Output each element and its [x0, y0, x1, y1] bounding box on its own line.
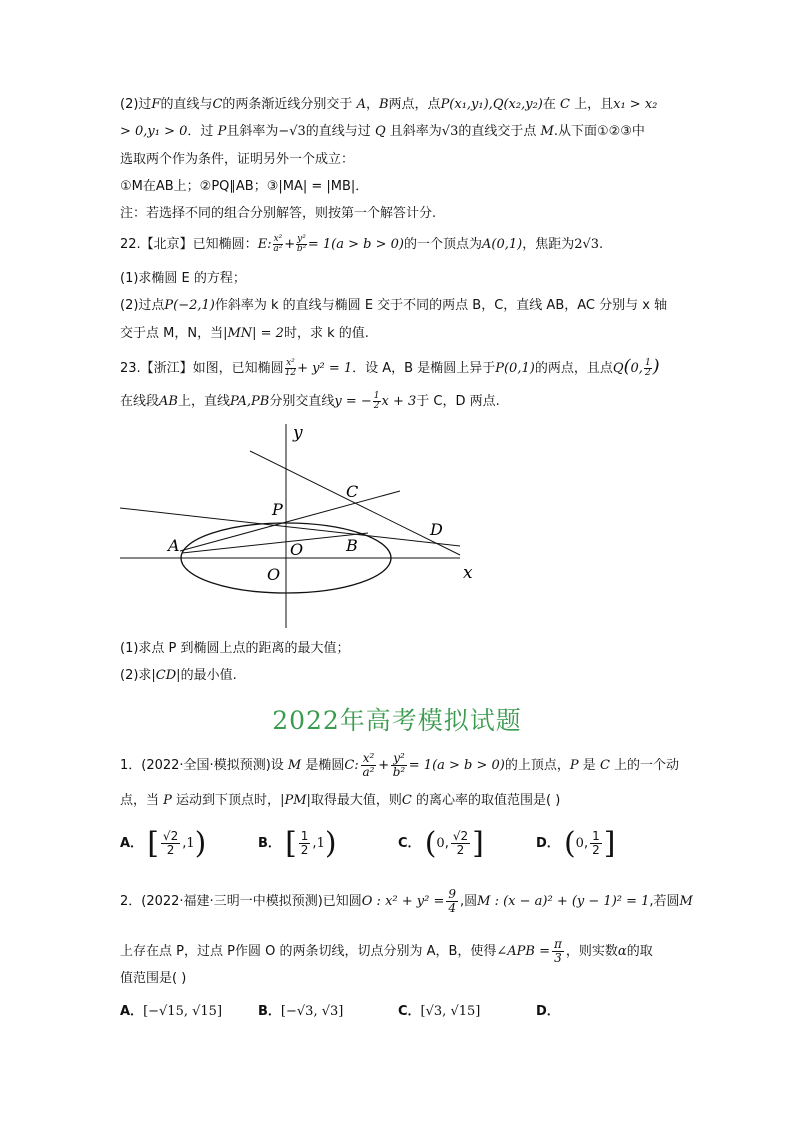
math-cond: |MN| = 2	[223, 326, 284, 341]
math-AB: AB	[159, 394, 178, 409]
math-focal: 2√3	[574, 237, 600, 252]
math-circle-O: O : x² + y² =	[361, 894, 445, 909]
num: 1	[592, 829, 600, 843]
p2-line3: 值范围是( )	[120, 971, 187, 986]
text: ,若圆	[649, 894, 680, 909]
geometry-figure	[110, 418, 490, 633]
option-label: C．	[398, 836, 421, 851]
math-points: P(x₁,y₁),Q(x₂,y₂)	[440, 97, 543, 112]
value: 0	[575, 836, 584, 851]
text: 上，且	[574, 97, 614, 112]
math-circle-M: M : (x − a)² + (y − 1)² = 1	[477, 894, 650, 909]
num: √2	[452, 829, 469, 843]
p2-option-a[interactable]	[120, 1000, 222, 1019]
option-label: B．	[258, 1004, 281, 1019]
math-C: C:	[344, 758, 359, 773]
text: 的一个顶点为	[403, 237, 482, 252]
text: ，焦距为	[522, 237, 575, 252]
math-C: C	[560, 97, 570, 112]
p2-option-b[interactable]	[258, 1000, 343, 1019]
text: 的两点，且点	[534, 361, 613, 376]
math-point: P(0,1)	[495, 361, 535, 376]
math-F: F	[151, 97, 161, 112]
p1-option-a[interactable]: A． [ $\frac{√2}{2}$ ,1)	[120, 826, 207, 861]
section-title: 2022年高考模拟试题	[272, 706, 522, 735]
math-eq: x + 3	[381, 394, 417, 409]
p2-option-c[interactable]	[398, 1000, 480, 1019]
text: 上的一个动	[614, 758, 680, 773]
q22-part1: (1)求椭圆 E 的方程；	[120, 271, 246, 286]
value: 1	[316, 836, 325, 851]
text: 是椭圆	[305, 758, 345, 773]
q23-part2	[120, 667, 237, 685]
text: 的直线交于点	[458, 124, 537, 139]
math-M: M	[540, 124, 554, 139]
math-C: C	[212, 97, 223, 112]
q21-line3: 选取两个作为条件，证明另外一个成立：	[120, 152, 355, 167]
text: 2．(2022·福建·三明一中模拟预测)已知圆	[120, 894, 362, 909]
label-D: D	[430, 520, 443, 539]
math-PM: |PM|	[280, 793, 311, 808]
option-value: [−√15, √15]	[143, 1004, 223, 1019]
text: 的上顶点，	[504, 758, 570, 773]
text: 在线段	[120, 394, 160, 409]
math-M: M	[287, 758, 302, 773]
text: ，	[365, 97, 379, 112]
math-eq: y = −	[334, 394, 372, 409]
math-P: P	[569, 758, 579, 773]
num: 1	[300, 829, 309, 843]
text: 时，求 k 的值.	[283, 326, 369, 341]
p1-line2: 点，当 P 运动到下顶点时，|PM|取得最大值，则C 的离心率的取值范围是( )	[120, 793, 561, 808]
math-slope: √3	[441, 124, 459, 139]
den: 2	[300, 843, 309, 857]
math-eq: + y² = 1	[297, 361, 353, 376]
option-label: D．	[536, 836, 560, 851]
p1-option-d[interactable]: D． (0, $\frac{1}{2}$ ]	[536, 826, 616, 861]
q23-line2: 在线段AB上，直线PA,PB分别交直线y = − $\frac{1}{2}$ x + 3于 C，D 两点.	[120, 391, 500, 411]
text: 交于点 M，N，当	[120, 326, 224, 341]
math-ineq: x₁ > x₂	[613, 97, 658, 112]
text: ，则实数	[565, 944, 618, 959]
math-a: α	[617, 944, 627, 959]
den: 4	[448, 901, 456, 915]
label-P: P	[272, 500, 283, 519]
text: 22.【北京】已知椭圆：	[120, 237, 258, 252]
text: 于 C，D 两点.	[416, 394, 500, 409]
value: 0	[436, 836, 445, 851]
p1-option-b[interactable]: B． [ $\frac{1}{2}$ ,1)	[258, 826, 337, 861]
option-label: A．	[120, 836, 144, 851]
math-ineq: > 0,y₁ > 0	[120, 124, 188, 139]
text: 是	[582, 758, 596, 773]
value: 1	[186, 836, 195, 851]
text: .	[599, 237, 604, 252]
p2-line1	[120, 888, 693, 915]
q21-line1	[120, 96, 657, 114]
q23-line1: 23.【浙江】如图，已知椭圆 $\frac{\text{x²}}{12}$ + y² = 1．设 A，B 是椭圆上异于P(0,1)的两点，且点Q(0, $\frac{1}{2}$ )	[120, 356, 660, 378]
num: π	[554, 937, 562, 951]
den: 2	[456, 843, 465, 857]
text: ,圆	[460, 894, 478, 909]
math-lines: PA,PB	[229, 394, 270, 409]
text: 上存在点 P，过点 P作圆 O 的两条切线，切点分别为 A，B，使得	[120, 944, 497, 959]
math-B: B	[378, 97, 389, 112]
text: 1．(2022·全国·模拟预测)设	[120, 758, 284, 773]
option-value: [−√3, √3]	[280, 1004, 344, 1019]
p1-line1: 1．(2022·全国·模拟预测)设 M 是椭圆C: $\frac{\text{x²}}{\text{a²}}$ + $\frac{\text{y²}}{\text{b²}}$ = 1(a > b > 0)的上顶点，P 是 C 上的一个动	[120, 751, 680, 779]
label-B: B	[346, 536, 358, 555]
option-label: B．	[258, 836, 281, 851]
q21-line2: > 0,y₁ > 0．过 P且斜率为−√3的直线与过 Q 且斜率为√3的直线交于点 M.从下面①②③中	[120, 124, 645, 139]
q22-line1: 22.【北京】已知椭圆：E: $\frac{\text{x²}}{\text{a²}}$ + $\frac{\text{y²}}{\text{b²}}$ = 1(a > b > 0)的一个顶点为A(0,1)，焦距为2√3.	[120, 234, 604, 254]
q23-part1: (1)求点 P 到椭圆上点的距离的最大值；	[120, 641, 350, 656]
den: 3	[554, 951, 562, 965]
label-x: x	[463, 563, 473, 583]
num: 9	[448, 887, 456, 901]
q21-note: 注：若选择不同的组合分别解答，则按第一个解答计分.	[120, 206, 437, 221]
text: 23.【浙江】如图，已知椭圆	[120, 361, 284, 376]
option-label: D．	[536, 1004, 560, 1019]
label-A: A	[168, 536, 180, 555]
text: 两点，点	[388, 97, 441, 112]
den: 2	[166, 843, 175, 857]
p1-option-c[interactable]: C． (0, $\frac{√2}{2}$ ]	[398, 826, 484, 861]
q21-line4: ①M在AB上；②PQ∥AB；③|MA| = |MB|．	[120, 179, 369, 194]
text: 且斜率为	[389, 124, 442, 139]
text: ．过	[187, 124, 214, 139]
text: 分别交直线	[269, 394, 335, 409]
text: 运动到下顶点时，	[176, 793, 281, 808]
num: √2	[162, 829, 179, 843]
math-slope: −√3	[278, 124, 306, 139]
math-angle: ∠APB =	[496, 944, 550, 959]
text: (2)过	[120, 97, 152, 112]
p2-line2	[120, 938, 653, 965]
text: 点，当	[120, 793, 160, 808]
p2-option-d[interactable]	[536, 1000, 560, 1019]
text: 取得最大值，则	[310, 793, 402, 808]
math-Q: Q	[612, 361, 624, 376]
label-y: y	[293, 423, 303, 443]
den: 2	[592, 843, 600, 857]
text: 的两条渐近线分别交于	[222, 97, 353, 112]
math-E: E:	[257, 237, 272, 252]
option-label: A．	[120, 1004, 144, 1019]
text: 且斜率为	[226, 124, 279, 139]
label-O1: O	[290, 540, 304, 559]
math-point: P(−2,1)	[164, 298, 215, 313]
text: 的离心率的取值范围是( )	[416, 793, 561, 808]
math-vertex: A(0,1)	[481, 237, 523, 252]
q22-part2-line2	[120, 325, 369, 343]
text: 上，直线	[177, 394, 230, 409]
text: 的直线与过	[305, 124, 371, 139]
text: .从下面①②③中	[553, 124, 645, 139]
math-M: M	[679, 894, 693, 909]
text: 的直线与	[160, 97, 213, 112]
text: ．设 A，B 是椭圆上异于	[352, 361, 496, 376]
math-A: A	[356, 97, 366, 112]
text: (2)过点	[120, 298, 165, 313]
option-label: C．	[398, 1004, 421, 1019]
text: 作斜率为 k 的直线与椭圆 E 交于不同的两点 B，C，直线 AB，AC 分别与 x 轴	[214, 298, 668, 313]
math-CD: |CD|	[151, 668, 181, 683]
text: 的取	[626, 944, 653, 959]
label-O2: O	[267, 565, 281, 584]
text: 在	[542, 97, 556, 112]
text: (2)求	[120, 668, 152, 683]
option-value: [√3, √15]	[420, 1004, 481, 1019]
label-C: C	[346, 482, 359, 501]
math-eq: = 1(a > b > 0)	[408, 758, 505, 773]
text: 的最小值.	[180, 668, 237, 683]
q22-part2-line1	[120, 297, 667, 315]
